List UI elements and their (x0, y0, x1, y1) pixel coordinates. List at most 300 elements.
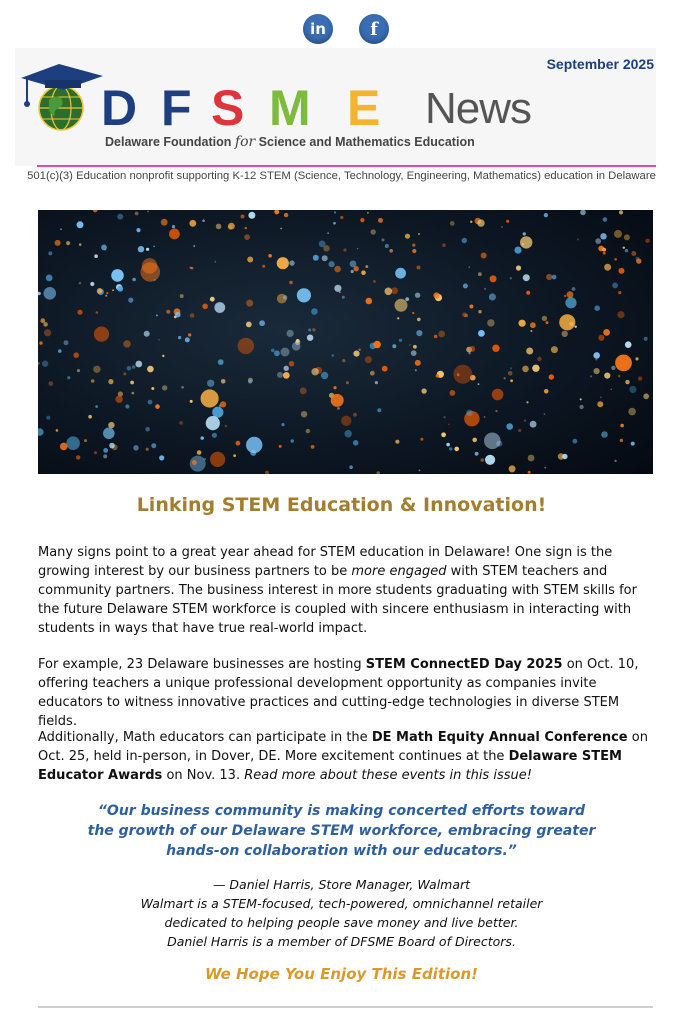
bokeh-dot (246, 300, 253, 307)
bokeh-dot (544, 413, 546, 415)
tagline-part: Delaware Foundation (105, 135, 235, 149)
bokeh-dot (450, 390, 456, 396)
bokeh-dot (481, 253, 487, 259)
bokeh-dot (106, 292, 108, 294)
bokeh-dot (603, 252, 606, 255)
bokeh-dot (135, 361, 142, 368)
bokeh-dot (490, 275, 497, 282)
bokeh-dot (340, 216, 343, 219)
bokeh-dot (280, 228, 282, 230)
event-educator-awards: Delaware STEM Educator Awards (38, 749, 622, 783)
bokeh-dot (478, 383, 480, 385)
bokeh-dot (625, 341, 632, 348)
bokeh-dot (353, 440, 359, 446)
bokeh-dot (399, 339, 402, 342)
bokeh-dot (532, 365, 539, 372)
article-headline: Linking STEM Education & Innovation! (136, 494, 547, 516)
bokeh-dot (159, 455, 164, 460)
bokeh-dot (462, 238, 467, 243)
bokeh-dot (625, 380, 629, 384)
bokeh-dot (360, 218, 364, 222)
bokeh-dot (117, 214, 123, 220)
bokeh-dot (619, 210, 623, 214)
bokeh-dot (614, 230, 622, 238)
bokeh-dot (132, 392, 135, 395)
bokeh-dot (44, 287, 57, 300)
bokeh-dot (601, 431, 608, 438)
tagline-for: for (234, 134, 256, 150)
bokeh-dot (158, 339, 160, 341)
quote-attribution (0, 875, 683, 951)
bokeh-dot (220, 401, 226, 407)
bokeh-dot (319, 241, 326, 248)
bokeh-dot (405, 234, 410, 239)
bokeh-dot (523, 232, 526, 235)
bokeh-dot (450, 221, 455, 226)
bokeh-dot (333, 386, 336, 389)
bokeh-dot (562, 454, 567, 459)
bokeh-dot (246, 322, 252, 328)
bokeh-dot (337, 407, 340, 410)
bokeh-dot (56, 429, 59, 432)
bokeh-dot (542, 316, 547, 321)
bokeh-dot (94, 327, 109, 342)
bokeh-dot (101, 245, 107, 251)
bokeh-dot (361, 270, 366, 275)
bokeh-dot (307, 335, 313, 341)
bokeh-dot (248, 380, 252, 384)
footer-divider (38, 1006, 653, 1008)
bokeh-dot (151, 387, 154, 390)
bokeh-dot (146, 248, 149, 251)
pull-quote (0, 801, 683, 861)
bokeh-dot (468, 352, 470, 354)
bokeh-dot (225, 425, 228, 428)
bokeh-dot (612, 283, 618, 289)
bokeh-dot (351, 270, 354, 273)
bokeh-dot (441, 432, 446, 437)
bokeh-dot (565, 297, 576, 308)
bokeh-dot (395, 268, 406, 279)
bokeh-dot (590, 375, 592, 377)
bokeh-dot (395, 299, 408, 312)
bokeh-dot (485, 455, 495, 465)
bokeh-dot (175, 312, 181, 318)
bokeh-dot (95, 405, 98, 408)
bokeh-dot (519, 320, 526, 327)
bokeh-dot (281, 348, 290, 357)
attribution-line: Daniel Harris is a member of DFSME Board of Directors. (167, 934, 516, 949)
bokeh-dot (313, 255, 319, 261)
bokeh-dot (105, 295, 107, 297)
bokeh-dot (246, 437, 262, 453)
bokeh-dot (154, 279, 156, 281)
bokeh-dot (544, 389, 549, 394)
bokeh-dot (580, 398, 582, 400)
bokeh-dot (475, 452, 479, 456)
bokeh-dot (58, 349, 62, 353)
bokeh-dot (416, 330, 422, 336)
bokeh-dot (572, 287, 576, 291)
bokeh-dot (274, 350, 280, 356)
bokeh-dot (207, 380, 214, 387)
bokeh-dot (77, 221, 84, 228)
bokeh-dot (520, 236, 532, 248)
bokeh-dot (643, 393, 649, 399)
attribution-line: — Daniel Harris, Store Manager, Walmart (212, 877, 471, 892)
bokeh-dot (147, 366, 154, 373)
bokeh-dot (151, 443, 156, 448)
bokeh-dot (201, 436, 204, 439)
bokeh-dot (66, 241, 70, 245)
bokeh-dot (597, 401, 603, 407)
bokeh-dot (291, 439, 294, 442)
bokeh-dot (603, 329, 610, 336)
bokeh-dot (144, 331, 150, 337)
quote-line: the growth of our Delaware STEM workforce, embracing greater (87, 823, 596, 839)
bokeh-dot (614, 258, 617, 261)
bokeh-dot (311, 368, 318, 375)
bokeh-dot (327, 232, 329, 234)
bokeh-dot (247, 257, 253, 263)
bokeh-dot (117, 286, 123, 292)
bokeh-dot (617, 311, 624, 318)
bokeh-dot (484, 433, 501, 450)
bokeh-dot (603, 217, 608, 222)
bokeh-dot (215, 261, 217, 263)
bokeh-dot (329, 261, 335, 267)
bokeh-dot (190, 456, 206, 472)
bokeh-dot (155, 404, 160, 409)
bokeh-dot (523, 274, 530, 281)
bokeh-dot (514, 247, 521, 254)
bokeh-dot (509, 465, 516, 472)
bokeh-dot (97, 288, 103, 294)
bokeh-dot (385, 288, 393, 296)
bokeh-dot (573, 439, 578, 444)
bokeh-dot (147, 211, 149, 213)
bokeh-dot (564, 295, 566, 297)
bokeh-dot (397, 317, 399, 319)
bokeh-dot (169, 229, 180, 240)
logo-letter-s: S (211, 80, 245, 136)
bokeh-dot (297, 288, 311, 302)
bokeh-dot (443, 416, 445, 418)
bokeh-dot (411, 350, 417, 356)
bokeh-dot (395, 440, 399, 444)
bokeh-dot (618, 375, 621, 378)
bokeh-dot (510, 277, 512, 279)
bokeh-dot (132, 365, 136, 369)
bokeh-dot (188, 333, 191, 336)
bokeh-dot (593, 352, 600, 359)
bokeh-dot (201, 389, 219, 407)
bokeh-dot (221, 379, 226, 384)
bokeh-dot (508, 371, 513, 376)
bokeh-dot (577, 238, 579, 240)
bokeh-dot (526, 401, 528, 403)
bokeh-dot (446, 443, 450, 447)
bokeh-dot (524, 420, 526, 422)
bokeh-dot (262, 265, 265, 268)
bokeh-dot (544, 213, 548, 217)
bokeh-dot (358, 349, 360, 351)
bokeh-dot (77, 369, 80, 372)
bokeh-dot (64, 340, 69, 345)
facebook-icon[interactable]: f (359, 14, 389, 44)
bokeh-dot (373, 280, 376, 283)
bokeh-dot (108, 379, 113, 384)
bokeh-dot (48, 381, 53, 386)
emphasis-text: more engaged (351, 564, 447, 579)
bokeh-dot (228, 223, 235, 230)
bokeh-dot (289, 281, 293, 285)
bokeh-dot (614, 460, 616, 462)
bokeh-dot (604, 264, 611, 271)
bokeh-dot (289, 361, 294, 366)
bokeh-dot (562, 331, 568, 337)
bokeh-dot (415, 369, 417, 371)
bokeh-dot (600, 233, 606, 239)
bokeh-dot (277, 372, 283, 378)
bokeh-dot (472, 438, 477, 443)
bokeh-dot (43, 322, 48, 327)
bokeh-dot (433, 292, 439, 298)
bokeh-dot (333, 222, 336, 225)
bokeh-dot (623, 247, 625, 249)
bokeh-dot (332, 354, 334, 356)
bokeh-dot (341, 416, 351, 426)
bokeh-dot (604, 373, 610, 379)
bokeh-dot (353, 413, 357, 417)
bokeh-dot (342, 359, 345, 362)
bokeh-dot (551, 346, 558, 353)
bokeh-dot (559, 314, 575, 330)
bokeh-dot (123, 372, 126, 375)
bokeh-dot (125, 404, 129, 408)
bokeh-dot (489, 293, 496, 300)
bokeh-dot (79, 243, 82, 246)
closing-message: We Hope You Enjoy This Edition! (205, 965, 478, 983)
bokeh-dot (244, 234, 250, 240)
bokeh-dot (162, 355, 164, 357)
bokeh-dot (153, 246, 155, 248)
bokeh-dot (334, 266, 341, 273)
bokeh-dot (281, 423, 284, 426)
bokeh-dot (549, 374, 554, 379)
bokeh-dot (77, 310, 82, 315)
bokeh-dot (417, 318, 421, 322)
text-run: on Oct. 25, held in-person, in Dover, DE. More excitement continues at the (38, 730, 648, 764)
bokeh-dot (353, 351, 359, 357)
bokeh-dot (544, 467, 546, 469)
bokeh-dot (279, 445, 282, 448)
bokeh-dot (202, 219, 205, 222)
bokeh-dot (321, 372, 328, 379)
bokeh-dot (469, 305, 473, 309)
bokeh-dot (46, 275, 53, 282)
bokeh-dot (615, 355, 632, 372)
bokeh-dot (236, 441, 241, 446)
bokeh-dot (148, 400, 153, 405)
bokeh-dot (501, 226, 503, 228)
bokeh-dot (530, 322, 536, 328)
issue-date: September 2025 (546, 56, 654, 72)
bokeh-dot (504, 377, 506, 379)
bokeh-dot (138, 246, 144, 252)
bokeh-dot (331, 394, 344, 407)
bokeh-dot (619, 268, 625, 274)
bokeh-dot (284, 213, 288, 217)
bokeh-dot (644, 337, 648, 341)
event-stem-connected-day: STEM ConnectED Day 2025 (365, 657, 563, 672)
bokeh-dot (638, 376, 642, 380)
bokeh-dot (189, 220, 196, 227)
bokeh-dot (378, 218, 383, 223)
bokeh-dot (296, 339, 300, 343)
bokeh-dot (103, 454, 107, 458)
bokeh-dot (345, 430, 352, 437)
bokeh-dot (481, 458, 485, 462)
bokeh-dot (457, 373, 460, 376)
bokeh-dot (112, 444, 118, 450)
bokeh-dot (334, 285, 341, 292)
bokeh-dot (478, 272, 482, 276)
bokeh-dot (530, 330, 532, 332)
bokeh-dot (161, 219, 168, 226)
text-run: on Nov. 13. (162, 768, 245, 783)
bokeh-dot (115, 396, 122, 403)
bokeh-dot (365, 356, 372, 363)
bokeh-dot (210, 297, 215, 302)
bokeh-dot (454, 447, 459, 452)
bokeh-dot (94, 254, 98, 258)
bokeh-dot (645, 239, 649, 243)
bokeh-dot (374, 341, 381, 348)
bokeh-dot (462, 313, 467, 318)
bokeh-dot (73, 352, 79, 358)
bokeh-dot (420, 438, 423, 441)
bokeh-dot (537, 357, 541, 361)
bokeh-dot (283, 295, 287, 299)
bokeh-dot (162, 385, 167, 390)
bokeh-dot (595, 358, 597, 360)
bokeh-dot (594, 368, 600, 374)
bokeh-dot (178, 336, 181, 339)
logo-news-word: News (425, 84, 532, 133)
bokeh-dot (412, 249, 416, 253)
bokeh-dot (528, 455, 535, 462)
bokeh-dot (419, 470, 421, 472)
bokeh-dot (629, 386, 636, 393)
bokeh-dot (202, 304, 208, 310)
bokeh-dot (618, 291, 621, 294)
graduation-globe-icon (19, 58, 105, 134)
bokeh-dot (190, 400, 193, 403)
bokeh-dot (620, 439, 623, 442)
bokeh-dot (192, 460, 197, 465)
bokeh-dot (283, 372, 290, 379)
bokeh-dot (214, 302, 225, 313)
bokeh-dot (311, 308, 318, 315)
logo-letter-d: D (101, 80, 138, 136)
bokeh-dot (631, 251, 636, 256)
bokeh-dot (510, 367, 512, 369)
bokeh-dot (484, 288, 486, 290)
bokeh-dot (469, 346, 475, 352)
bokeh-dot (181, 386, 184, 389)
bokeh-dot (478, 310, 481, 313)
bokeh-dot (421, 388, 426, 393)
text-run: Many signs point to a great year ahead for STEM education in Delaware! One sign is the growing interest by our business partners to be (38, 545, 613, 579)
bokeh-dot (405, 297, 409, 301)
bokeh-dot (442, 243, 446, 247)
bokeh-dot (413, 345, 417, 349)
bokeh-dot (135, 212, 139, 216)
bokeh-dot (112, 289, 114, 291)
bokeh-dot (172, 225, 175, 228)
bokeh-dot (466, 410, 472, 416)
bokeh-dot (42, 361, 48, 367)
bokeh-dot (301, 411, 307, 417)
bokeh-dot (48, 251, 52, 255)
bokeh-dot (370, 371, 375, 376)
bokeh-dot (259, 320, 265, 326)
attribution-line: dedicated to helping people save money and live better. (164, 915, 519, 930)
bokeh-dot (389, 249, 393, 253)
bokeh-dot (342, 296, 345, 299)
bokeh-dot (60, 443, 68, 451)
bokeh-dot (127, 366, 132, 371)
bokeh-dot (84, 439, 87, 442)
bokeh-dot (218, 359, 224, 365)
linkedin-icon[interactable]: in (303, 14, 333, 44)
bokeh-dot (103, 428, 115, 440)
bokeh-dot (381, 238, 384, 241)
bokeh-dot (463, 284, 468, 289)
bokeh-dot (210, 452, 225, 467)
bokeh-dot (522, 243, 524, 245)
bokeh-dot (94, 451, 97, 454)
bokeh-dot (611, 366, 615, 370)
bokeh-dot (492, 389, 504, 401)
bokeh-dot (506, 220, 509, 223)
paragraph-3 (38, 728, 653, 785)
bokeh-dot (245, 227, 247, 229)
social-bar (0, 14, 683, 46)
bokeh-dot (185, 337, 190, 342)
bokeh-dot (40, 318, 45, 323)
bokeh-dot (417, 266, 421, 270)
bokeh-dot (308, 329, 311, 332)
bokeh-dot (146, 448, 149, 451)
bokeh-dot (526, 291, 530, 295)
bokeh-dot (635, 357, 638, 360)
bokeh-dot (357, 248, 359, 250)
bokeh-dot (79, 282, 82, 285)
bokeh-dot (385, 244, 389, 248)
bokeh-dot (552, 275, 557, 280)
bokeh-dot (375, 381, 378, 384)
bokeh-dot (371, 229, 376, 234)
hero-image (38, 210, 653, 474)
bokeh-dot (567, 291, 574, 298)
bokeh-dot (180, 294, 184, 298)
bokeh-dot (132, 278, 136, 282)
bokeh-dot (96, 311, 99, 314)
bokeh-dot (377, 408, 381, 412)
emphasis-text: Read more about these events in this issue! (244, 768, 532, 783)
